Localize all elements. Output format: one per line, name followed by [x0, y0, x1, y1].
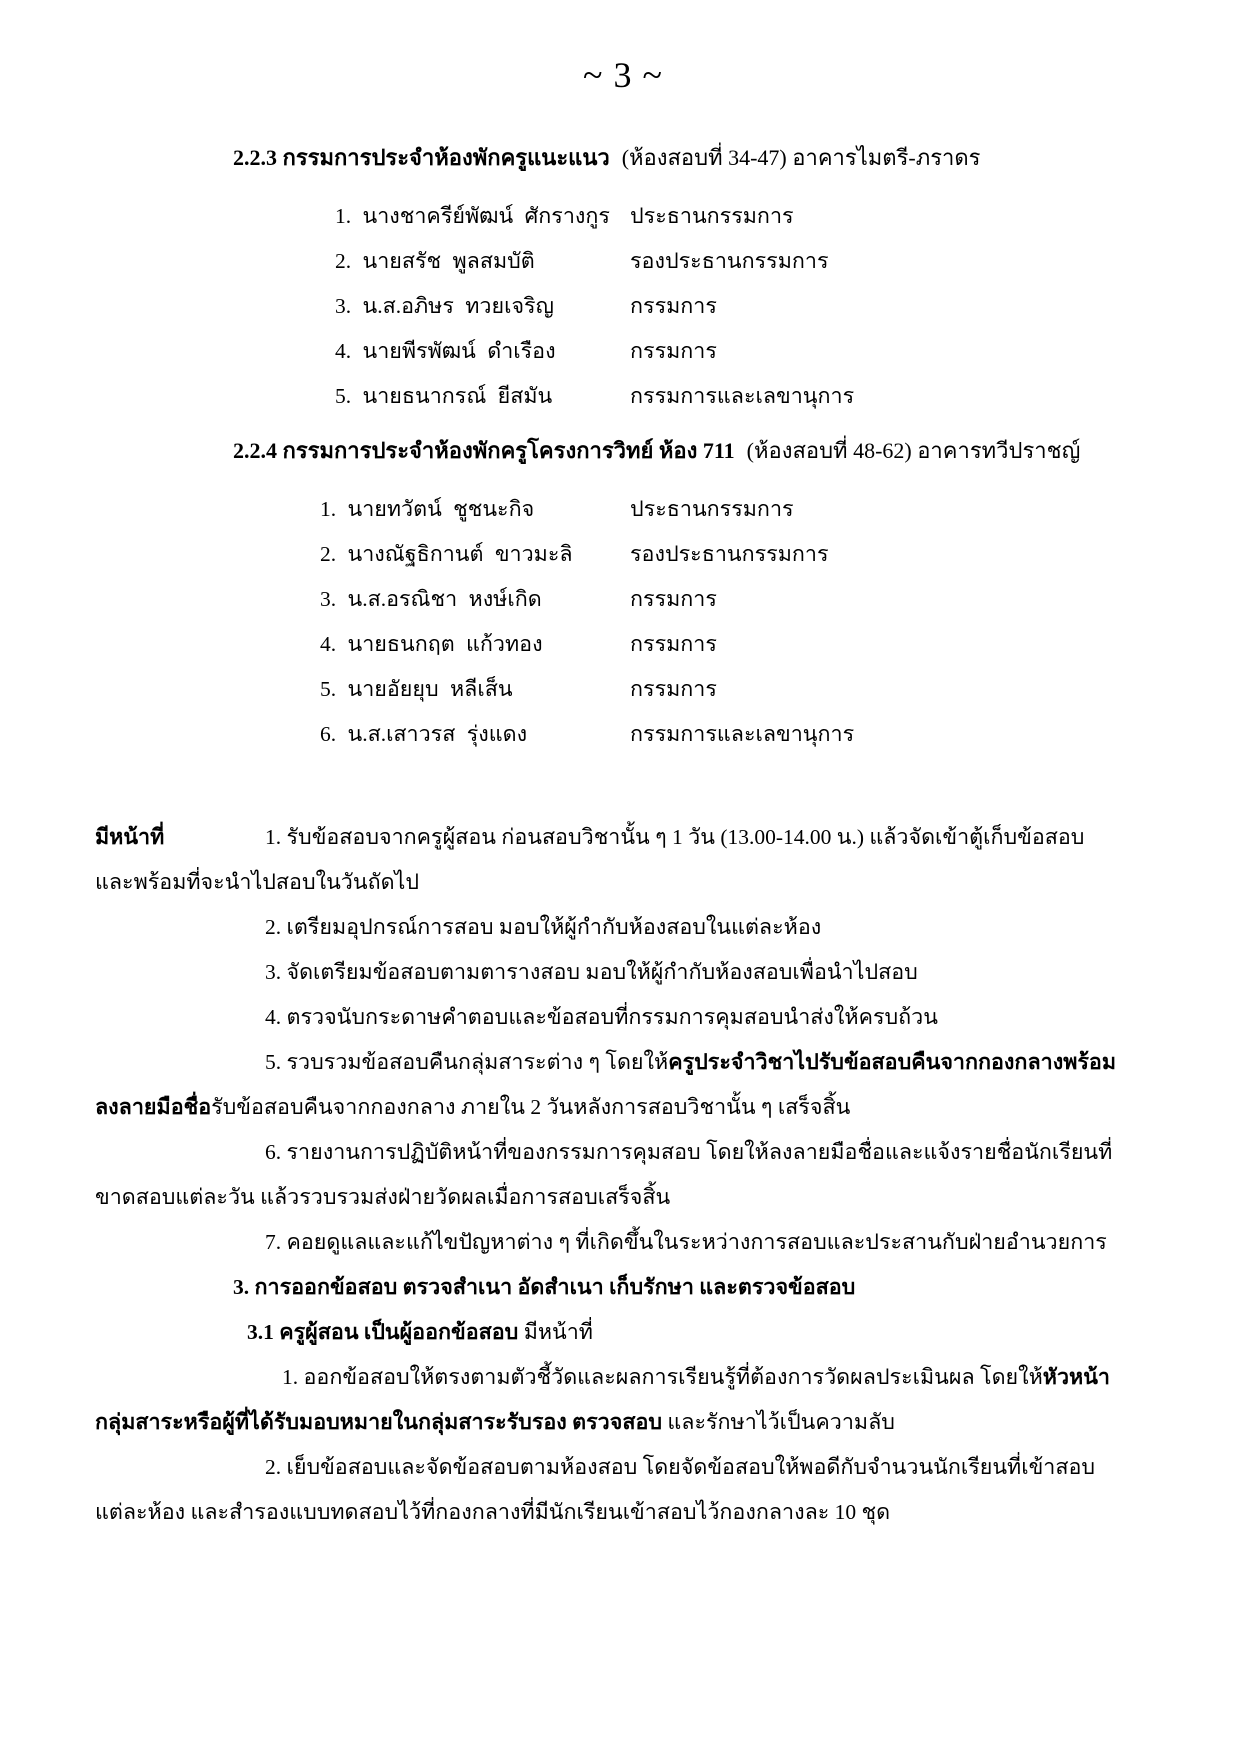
member-name: 1. นางชาครีย์พัฒน์ ศักรางกูร — [335, 204, 610, 228]
member-name: 2. นายสรัช พูลสมบัติ — [335, 249, 535, 273]
member-row — [95, 374, 1151, 419]
section-3-1-item-2-line-1: 2. เย็บข้อสอบและจัดข้อสอบตามห้องสอบ โดยจัดข้อสอบให้พอดีกับจำนวนนักเรียนที่เข้าสอบ — [265, 1455, 1096, 1479]
member-role: กรรมการ — [630, 677, 717, 701]
duty-text: รับข้อสอบคืนจากกองกลาง ภายใน 2 วันหลังการสอบวิชานั้น ๆ เสร็จสิ้น — [211, 1095, 851, 1119]
duties-item-7: 7. คอยดูแลและแก้ไขปัญหาต่าง ๆ ที่เกิดขึ้นในระหว่างการสอบและประสานกับฝ่ายอำนวยการ — [265, 1230, 1107, 1254]
duty-text: และรักษาไว้เป็นความลับ — [662, 1410, 895, 1434]
member-role: กรรมการ — [630, 587, 717, 611]
duties-item-6-line-2: ขาดสอบแต่ละวัน แล้วรวบรวมส่งฝ่ายวัดผลเมื่อการสอบเสร็จสิ้น — [95, 1185, 671, 1209]
member-row — [95, 712, 1151, 757]
duties-item-2: 2. เตรียมอุปกรณ์การสอบ มอบให้ผู้กำกับห้องสอบในแต่ละห้อง — [265, 915, 822, 939]
section-2-2-3-title: 2.2.3 กรรมการประจำห้องพักครูแนะแนว — [233, 145, 610, 170]
section-3-1-title: 3.1 ครูผู้สอน เป็นผู้ออกข้อสอบ — [247, 1320, 519, 1344]
duties-item-3: 3. จัดเตรียมข้อสอบตามตารางสอบ มอบให้ผู้กำกับห้องสอบเพื่อนำไปสอบ — [265, 960, 918, 984]
member-role: ประธานกรรมการ — [630, 497, 794, 521]
member-name: 5. นายธนากรณ์ ยีสมัน — [335, 384, 553, 408]
member-name: 3. น.ส.อภิษร ทวยเจริญ — [335, 294, 554, 318]
section-2-2-3-location: (ห้องสอบที่ 34-47) อาคารไมตรี-ภราดร — [621, 145, 981, 170]
committee-list-2-2-4 — [95, 487, 1151, 757]
member-row — [95, 487, 1151, 532]
member-row — [95, 239, 1151, 284]
section-3-1-suffix: มีหน้าที่ — [518, 1320, 593, 1344]
section-3-1-item-1-line-1 — [95, 1355, 1151, 1400]
duty-text: 1. รับข้อสอบจากครูผู้สอน ก่อนสอบวิชานั้น ๆ 1 วัน (13.00-14.00 น.) แล้วจัดเข้าตู้เก็บข้อสอบ — [265, 825, 1085, 849]
member-row — [95, 622, 1151, 667]
member-row — [95, 667, 1151, 712]
committee-list-2-2-3 — [95, 194, 1151, 419]
duties-item-1-line-1 — [95, 815, 1151, 860]
section-2-2-4-title: 2.2.4 กรรมการประจำห้องพักครูโครงการวิทย์ ห้อง 711 — [233, 438, 735, 463]
member-role: กรรมการ — [630, 294, 717, 318]
section-2-2-3-heading — [95, 134, 1151, 182]
section-2-2-4-location: (ห้องสอบที่ 48-62) อาคารทวีปราชญ์ — [746, 438, 1081, 463]
member-role: รองประธานกรรมการ — [630, 249, 829, 273]
section-3-1-heading — [95, 1310, 1151, 1355]
page-number: ~ 3 ~ — [583, 55, 663, 95]
section-3-1-item-1-line-2 — [95, 1400, 1151, 1445]
member-role: กรรมการ — [630, 632, 717, 656]
member-row — [95, 329, 1151, 374]
section-2-2-4-heading — [95, 427, 1151, 475]
member-role: ประธานกรรมการ — [630, 204, 794, 228]
duty-text: 1. ออกข้อสอบให้ตรงตามตัวชี้วัดและผลการเรียนรู้ที่ต้องการวัดผลประเมินผล โดยให้ — [282, 1365, 1043, 1389]
member-row — [95, 194, 1151, 239]
duties-item-5-line-1 — [95, 1040, 1151, 1085]
member-name: 5. นายอัยยุบ หลีเส็น — [320, 677, 513, 701]
member-name: 3. น.ส.อรณิชา หงษ์เกิด — [320, 587, 542, 611]
duty-text-bold: ครูประจำวิชาไปรับข้อสอบคืนจากกองกลางพร้อม — [668, 1050, 1116, 1074]
member-role: รองประธานกรรมการ — [630, 542, 829, 566]
member-row — [95, 284, 1151, 329]
member-name: 4. นายพีรพัฒน์ ดำเรือง — [335, 339, 556, 363]
member-name: 6. น.ส.เสาวรส รุ่งแดง — [320, 722, 528, 746]
duty-text-bold: กลุ่มสาระหรือผู้ที่ได้รับมอบหมายในกลุ่มสาระรับรอง ตรวจสอบ — [95, 1410, 663, 1434]
member-name: 1. นายทวัตน์ ชูชนะกิจ — [320, 497, 535, 521]
duties-item-1-line-2: และพร้อมที่จะนำไปสอบในวันถัดไป — [95, 870, 420, 894]
member-role: กรรมการและเลขานุการ — [630, 384, 855, 408]
duty-text-bold: หัวหน้า — [1042, 1365, 1110, 1389]
member-name: 2. นางณัฐธิกานต์ ขาวมะลิ — [320, 542, 573, 566]
duty-text-bold: ลงลายมือชื่อ — [95, 1095, 212, 1119]
member-row — [95, 577, 1151, 622]
duties-item-4: 4. ตรวจนับกระดาษคำตอบและข้อสอบที่กรรมการคุมสอบนำส่งให้ครบถ้วน — [265, 1005, 938, 1029]
member-role: กรรมการ — [630, 339, 717, 363]
duties-section — [95, 815, 1151, 1535]
duties-item-5-line-2 — [95, 1085, 1151, 1130]
member-row — [95, 532, 1151, 577]
member-role: กรรมการและเลขานุการ — [630, 722, 855, 746]
duties-item-6-line-1: 6. รายงานการปฏิบัติหน้าที่ของกรรมการคุมสอบ โดยให้ลงลายมือชื่อและแจ้งรายชื่อนักเรียนที่ — [265, 1140, 1113, 1164]
duty-text: 5. รวบรวมข้อสอบคืนกลุ่มสาระต่าง ๆ โดยให้ — [265, 1050, 669, 1074]
section-3-1-item-2-line-2: แต่ละห้อง และสำรองแบบทดสอบไว้ที่กองกลางที่มีนักเรียนเข้าสอบไว้กองกลางละ 10 ชุด — [95, 1500, 891, 1524]
member-name: 4. นายธนกฤต แก้วทอง — [320, 632, 543, 656]
section-3-heading: 3. การออกข้อสอบ ตรวจสำเนา อัดสำเนา เก็บรักษา และตรวจข้อสอบ — [233, 1275, 856, 1299]
duties-label: มีหน้าที่ — [95, 825, 165, 849]
